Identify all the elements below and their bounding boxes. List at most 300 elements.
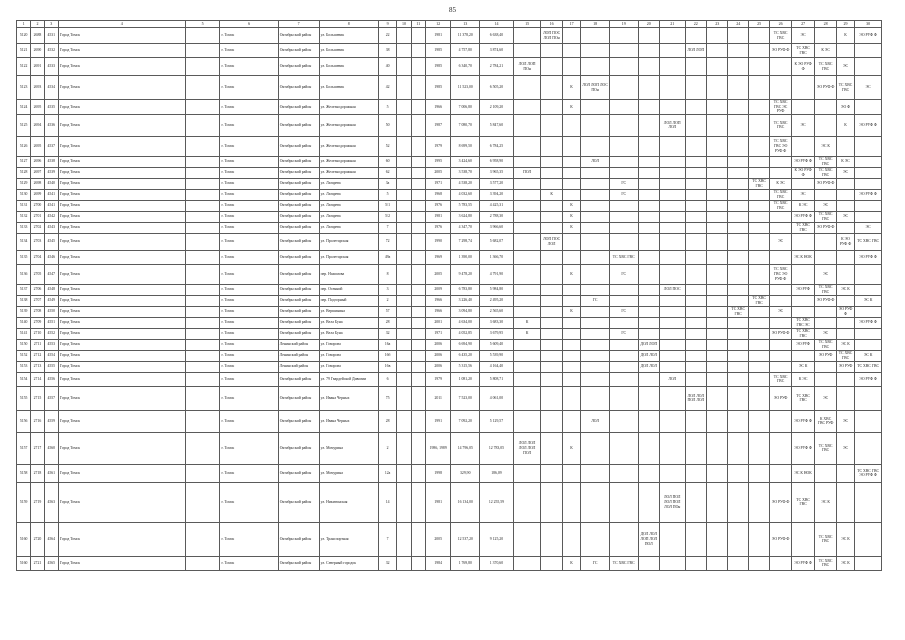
- table-row: [17, 482, 882, 522]
- table-cell: 28: [378, 410, 396, 432]
- table-cell: [638, 114, 659, 136]
- table-cell: [638, 464, 659, 482]
- table-cell: ЭО РУФ Ф: [791, 556, 815, 570]
- table-cell: [728, 328, 748, 339]
- table-cell: ЭС: [791, 28, 815, 44]
- table-cell: [770, 156, 791, 167]
- column-number: 18: [581, 21, 610, 28]
- table-cell: [397, 317, 411, 328]
- table-cell: 2710: [31, 328, 44, 339]
- table-cell: 5158: [17, 464, 31, 482]
- table-cell: [411, 58, 425, 76]
- column-number: 2: [31, 21, 44, 28]
- table-cell: [748, 522, 769, 556]
- table-cell: [541, 464, 562, 482]
- table-cell: [638, 222, 659, 233]
- table-cell: [581, 317, 610, 328]
- table-cell: [728, 386, 748, 410]
- table-cell: [411, 372, 425, 386]
- table-cell: Город Томск: [58, 306, 185, 317]
- table-cell: 5152: [17, 350, 31, 361]
- table-cell: [397, 222, 411, 233]
- table-cell: [541, 328, 562, 339]
- table-cell: [836, 464, 854, 482]
- table-cell: [685, 482, 706, 522]
- table-cell: 1 769,80: [451, 556, 480, 570]
- table-cell: 7: [378, 222, 396, 233]
- table-cell: 4541: [44, 200, 58, 211]
- table-cell: 2 788,30: [480, 211, 514, 222]
- table-cell: К: [562, 211, 580, 222]
- table-cell: ТС ХВС ГВС: [728, 306, 748, 317]
- table-cell: 1985: [425, 58, 451, 76]
- column-number: 20: [638, 21, 659, 28]
- table-cell: [638, 306, 659, 317]
- table-cell: [855, 482, 882, 522]
- table-cell: Город Томск: [58, 328, 185, 339]
- table-cell: [562, 250, 580, 264]
- table-cell: [836, 178, 854, 189]
- table-cell: г. Томск: [220, 178, 278, 189]
- table-cell: [513, 156, 541, 167]
- table-cell: ЭО РУФ Ф: [791, 211, 815, 222]
- table-cell: [185, 136, 220, 156]
- table-cell: 329,90: [451, 464, 480, 482]
- table-cell: [707, 114, 728, 136]
- table-cell: [707, 222, 728, 233]
- table-cell: [581, 222, 610, 233]
- table-cell: [185, 189, 220, 200]
- table-cell: Октябрьский район: [278, 556, 319, 570]
- table-cell: [411, 76, 425, 100]
- table-cell: [770, 464, 791, 482]
- table-row: [17, 100, 882, 115]
- table-cell: 5135: [17, 250, 31, 264]
- table-cell: 5122: [17, 58, 31, 76]
- table-cell: ул. Лазарева: [319, 189, 378, 200]
- table-cell: 2701: [31, 211, 44, 222]
- table-cell: [728, 28, 748, 44]
- table-cell: 1968: [425, 189, 451, 200]
- table-cell: 5 682,07: [480, 233, 514, 250]
- table-cell: [541, 100, 562, 115]
- table-cell: г. Томск: [220, 264, 278, 284]
- table-row: [17, 58, 882, 76]
- table-cell: [397, 464, 411, 482]
- table-cell: ЭС К: [815, 136, 836, 156]
- table-cell: [581, 58, 610, 76]
- table-cell: ГС: [581, 295, 610, 306]
- table-cell: 3 577,20: [480, 178, 514, 189]
- table-cell: 2697: [31, 167, 44, 178]
- table-cell: [185, 464, 220, 482]
- table-cell: 1984: [425, 556, 451, 570]
- table-cell: [685, 372, 706, 386]
- table-cell: [562, 372, 580, 386]
- table-cell: [581, 189, 610, 200]
- table-cell: [397, 156, 411, 167]
- table-cell: [685, 295, 706, 306]
- table-cell: ул. 79 Гвардейской Дивизии: [319, 372, 378, 386]
- table-cell: Город Томск: [58, 556, 185, 570]
- column-number: 28: [815, 21, 836, 28]
- table-cell: [659, 432, 685, 464]
- table-cell: ул. Вела Буна: [319, 328, 378, 339]
- table-cell: ЛОП ПОС ЛОЛ: [541, 233, 562, 250]
- table-cell: г. Томск: [220, 350, 278, 361]
- table-cell: Город Томск: [58, 317, 185, 328]
- table-cell: [397, 482, 411, 522]
- table-cell: [609, 100, 638, 115]
- table-cell: ТС ХВС ГВС: [815, 156, 836, 167]
- table-cell: [836, 317, 854, 328]
- table-cell: ТС ХВС ГВС: [791, 386, 815, 410]
- table-cell: [638, 178, 659, 189]
- table-cell: 2006: [425, 339, 451, 350]
- table-cell: [707, 76, 728, 100]
- table-cell: [815, 464, 836, 482]
- table-cell: [748, 211, 769, 222]
- table-cell: 2005: [425, 264, 451, 284]
- table-cell: Город Томск: [58, 482, 185, 522]
- table-cell: г. Томск: [220, 100, 278, 115]
- table-cell: [411, 250, 425, 264]
- table-cell: [791, 522, 815, 556]
- table-cell: [397, 100, 411, 115]
- table-cell: 2 109,20: [480, 100, 514, 115]
- table-cell: [541, 295, 562, 306]
- column-number: 27: [791, 21, 815, 28]
- table-cell: ул. Железнодорожная: [319, 136, 378, 156]
- table-cell: [748, 339, 769, 350]
- table-cell: [562, 284, 580, 295]
- table-cell: 4532: [44, 44, 58, 58]
- table-cell: [659, 522, 685, 556]
- table-cell: [685, 264, 706, 284]
- table-cell: ЛОП ПОС ЛОЛ ПОн: [541, 28, 562, 44]
- table-cell: 3 965,35: [480, 167, 514, 178]
- table-cell: [562, 482, 580, 522]
- table-cell: г. Томск: [220, 189, 278, 200]
- table-cell: [562, 464, 580, 482]
- table-cell: [541, 156, 562, 167]
- table-cell: [707, 211, 728, 222]
- table-cell: [836, 295, 854, 306]
- table-cell: [659, 306, 685, 317]
- table-cell: [581, 464, 610, 482]
- table-cell: ЭС: [815, 386, 836, 410]
- table-cell: [609, 156, 638, 167]
- table-cell: [581, 432, 610, 464]
- table-cell: ЛОЛ ПОЛ ЛОЛ ПОЛ ЛОЛ ПОн: [659, 482, 685, 522]
- table-row: [17, 306, 882, 317]
- table-cell: 2696: [31, 156, 44, 167]
- table-cell: [855, 264, 882, 284]
- table-cell: [659, 200, 685, 211]
- table-cell: 4 061,00: [480, 386, 514, 410]
- table-cell: ЭО РУФ Ф: [855, 28, 882, 44]
- table-cell: Город Томск: [58, 58, 185, 76]
- table-cell: Город Томск: [58, 178, 185, 189]
- table-cell: [411, 211, 425, 222]
- table-cell: [638, 167, 659, 178]
- table-cell: ТС ХВС ГВС: [770, 372, 791, 386]
- table-cell: К ЭО РУФ Ф: [791, 167, 815, 178]
- table-cell: 6 783,80: [451, 284, 480, 295]
- table-cell: г. Томск: [220, 250, 278, 264]
- table-cell: [638, 295, 659, 306]
- table-cell: [815, 189, 836, 200]
- table-cell: 5/1: [378, 200, 396, 211]
- table-cell: ЛОЛ: [581, 156, 610, 167]
- table-cell: [411, 114, 425, 136]
- table-cell: [707, 189, 728, 200]
- table-cell: 3 874,60: [480, 44, 514, 58]
- table-cell: 28: [378, 317, 396, 328]
- table-cell: 5128: [17, 167, 31, 178]
- column-number: 14: [480, 21, 514, 28]
- table-cell: 5160: [17, 556, 31, 570]
- table-cell: [659, 167, 685, 178]
- column-number: 23: [707, 21, 728, 28]
- table-cell: [185, 233, 220, 250]
- table-cell: [707, 464, 728, 482]
- table-cell: [609, 200, 638, 211]
- table-cell: [581, 264, 610, 284]
- table-cell: [659, 361, 685, 372]
- table-cell: [411, 28, 425, 44]
- table-cell: ПОЛ: [513, 167, 541, 178]
- table-cell: 1 370,60: [480, 556, 514, 570]
- table-cell: [185, 264, 220, 284]
- table-cell: [411, 328, 425, 339]
- column-number: 7: [278, 21, 319, 28]
- table-cell: ТС ХВС ГВС: [748, 178, 769, 189]
- column-number: 15: [513, 21, 541, 28]
- table-cell: [748, 167, 769, 178]
- table-cell: [728, 222, 748, 233]
- column-number: 6: [220, 21, 278, 28]
- table-cell: [397, 233, 411, 250]
- table-cell: 16в: [378, 361, 396, 372]
- table-cell: [855, 156, 882, 167]
- table-cell: [185, 250, 220, 264]
- table-cell: [728, 432, 748, 464]
- table-cell: [581, 114, 610, 136]
- table-cell: г. Томск: [220, 464, 278, 482]
- table-cell: [541, 339, 562, 350]
- table-cell: [185, 44, 220, 58]
- table-cell: 5 539,90: [480, 350, 514, 361]
- table-cell: [397, 114, 411, 136]
- table-cell: [411, 361, 425, 372]
- table-cell: [748, 222, 769, 233]
- table-cell: [685, 136, 706, 156]
- table-cell: 6 958,90: [480, 156, 514, 167]
- table-row: [17, 339, 882, 350]
- table-cell: [638, 189, 659, 200]
- table-cell: ТС ХВС ГВС: [815, 432, 836, 464]
- table-cell: [659, 556, 685, 570]
- table-cell: [728, 200, 748, 211]
- table-row: [17, 114, 882, 136]
- table-cell: Город Томск: [58, 522, 185, 556]
- table-cell: [609, 372, 638, 386]
- table-cell: [397, 386, 411, 410]
- table-cell: [659, 233, 685, 250]
- table-cell: [728, 556, 748, 570]
- table-cell: К: [562, 556, 580, 570]
- table-cell: [185, 58, 220, 76]
- table-cell: ТС ХВС ГВС: [815, 339, 836, 350]
- table-cell: 4 425,31: [480, 200, 514, 211]
- table-cell: [685, 556, 706, 570]
- column-number: 26: [770, 21, 791, 28]
- table-cell: г. Томск: [220, 295, 278, 306]
- table-cell: ТС ХВС ГВС: [836, 350, 854, 361]
- table-cell: ЭС: [836, 211, 854, 222]
- table-cell: [581, 372, 610, 386]
- table-cell: Город Томск: [58, 339, 185, 350]
- table-cell: [397, 58, 411, 76]
- table-cell: [411, 178, 425, 189]
- table-cell: [728, 250, 748, 264]
- table-cell: 4549: [44, 295, 58, 306]
- table-row: [17, 189, 882, 200]
- table-cell: 2718: [31, 464, 44, 482]
- table-cell: [638, 100, 659, 115]
- table-cell: К ЭС: [791, 200, 815, 211]
- table-cell: 1981: [425, 211, 451, 222]
- table-cell: [685, 306, 706, 317]
- table-row: [17, 464, 882, 482]
- table-cell: г. Томск: [220, 522, 278, 556]
- table-cell: г. Томск: [220, 317, 278, 328]
- table-cell: [728, 136, 748, 156]
- table-cell: [581, 522, 610, 556]
- table-cell: [609, 28, 638, 44]
- table-cell: г. Томск: [220, 136, 278, 156]
- table-cell: [707, 100, 728, 115]
- table-cell: 7 523,00: [451, 386, 480, 410]
- table-cell: [638, 200, 659, 211]
- table-cell: [855, 167, 882, 178]
- table-cell: ЛОЛ ЛОП: [685, 44, 706, 58]
- table-cell: [855, 410, 882, 432]
- table-cell: [185, 482, 220, 522]
- table-cell: ЭС К: [815, 482, 836, 522]
- table-cell: [397, 250, 411, 264]
- table-cell: [659, 386, 685, 410]
- header-row: [17, 21, 882, 28]
- table-cell: [397, 136, 411, 156]
- table-cell: [562, 522, 580, 556]
- table-row: [17, 44, 882, 58]
- table-cell: [748, 156, 769, 167]
- table-cell: [513, 200, 541, 211]
- table-cell: [541, 167, 562, 178]
- table-cell: [685, 76, 706, 100]
- table-row: [17, 76, 882, 100]
- table-cell: [513, 372, 541, 386]
- table-cell: 2704: [31, 250, 44, 264]
- table-cell: [541, 556, 562, 570]
- table-cell: ул. Мичурина: [319, 432, 378, 464]
- table-cell: 12 783,05: [480, 432, 514, 464]
- table-cell: ТС ХВС ГВС: [815, 556, 836, 570]
- table-cell: ул. Большевик: [319, 58, 378, 76]
- table-cell: 6 784,25: [480, 136, 514, 156]
- table-row: [17, 350, 882, 361]
- table-cell: 2 495,20: [480, 295, 514, 306]
- table-cell: [581, 284, 610, 295]
- table-cell: [609, 432, 638, 464]
- table-cell: ЭС К: [855, 350, 882, 361]
- table-cell: [411, 44, 425, 58]
- table-row: [17, 28, 882, 44]
- column-number: 17: [562, 21, 580, 28]
- table-cell: 2011: [425, 386, 451, 410]
- table-cell: [707, 328, 728, 339]
- table-cell: ЭО РУФ Ф: [855, 250, 882, 264]
- table-cell: 2702: [31, 222, 44, 233]
- table-cell: [581, 339, 610, 350]
- table-cell: 5125: [17, 114, 31, 136]
- table-cell: [685, 339, 706, 350]
- table-cell: [770, 295, 791, 306]
- table-cell: [836, 44, 854, 58]
- table-cell: [185, 350, 220, 361]
- table-cell: [638, 432, 659, 464]
- table-cell: ЭС К НОК: [791, 250, 815, 264]
- table-cell: Город Томск: [58, 464, 185, 482]
- table-cell: 2: [378, 432, 396, 464]
- table-cell: [748, 306, 769, 317]
- table-cell: ГС: [609, 306, 638, 317]
- table-cell: 1 390,00: [451, 250, 480, 264]
- table-cell: [685, 200, 706, 211]
- table-cell: Город Томск: [58, 28, 185, 44]
- table-cell: [659, 178, 685, 189]
- table-cell: [707, 28, 728, 44]
- table-cell: [513, 28, 541, 44]
- table-cell: ул. Лазарева: [319, 200, 378, 211]
- table-cell: [397, 178, 411, 189]
- table-cell: [707, 339, 728, 350]
- table-cell: Город Томск: [58, 295, 185, 306]
- table-cell: [855, 200, 882, 211]
- table-row: [17, 361, 882, 372]
- table-cell: [411, 339, 425, 350]
- table-cell: ТС ХВС ГВС: [791, 482, 815, 522]
- table-cell: 3: [378, 284, 396, 295]
- table-cell: [707, 482, 728, 522]
- table-cell: Октябрьский район: [278, 167, 319, 178]
- table-cell: [562, 189, 580, 200]
- table-cell: К: [836, 114, 854, 136]
- table-cell: [609, 284, 638, 295]
- table-cell: [748, 372, 769, 386]
- table-cell: [815, 250, 836, 264]
- table-cell: К: [562, 432, 580, 464]
- table-cell: 4559: [44, 410, 58, 432]
- table-cell: [791, 306, 815, 317]
- table-cell: [541, 222, 562, 233]
- table-cell: 5124: [17, 100, 31, 115]
- table-cell: ЛОЛ: [581, 410, 610, 432]
- table-cell: ул. Большевик: [319, 44, 378, 58]
- table-cell: [770, 76, 791, 100]
